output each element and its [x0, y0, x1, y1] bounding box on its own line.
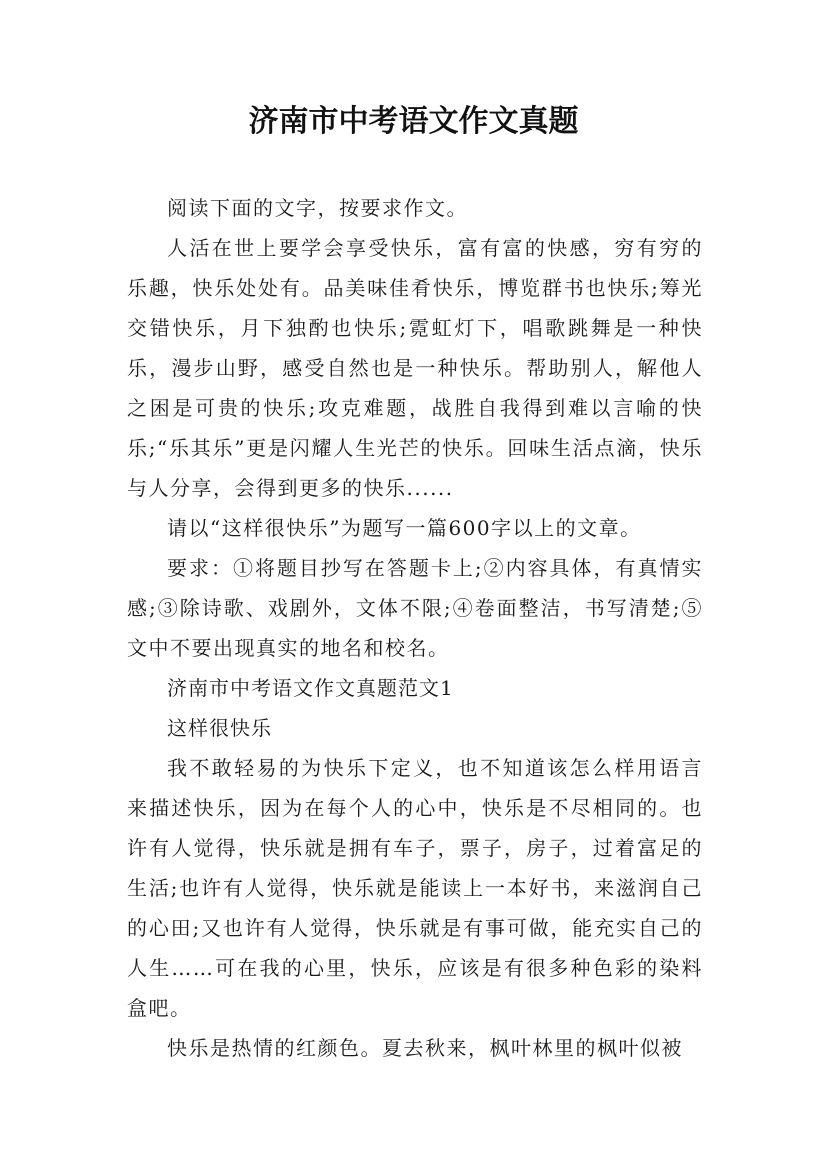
paragraph-instruction: 阅读下面的文字，按要求作文。 [167, 196, 468, 220]
paragraph-requirements: 要求：①将题目抄写在答题卡上;②内容具体，有真情实感;③除诗歌、戏剧外，文体不限;④卷面整洁，书写清楚;⑤文中不要出现真实的地名和校名。 [127, 556, 703, 660]
paragraph-material: 人活在世上要学会享受快乐，富有富的快感，穷有穷的乐趣，快乐处处有。品美味佳肴快乐，博览群书也快乐;筹光交错快乐，月下独酌也快乐;霓虹灯下，唱歌跳舞是一种快乐，漫步山野，感受自然也是一种快乐。帮助别人，解他人之困是可贵的快乐;攻克难题，战胜自我得到难以言喻的快乐;“乐其乐”更是闪耀人生光芒的快乐。回味生活点滴，快乐与人分享，会得到更多的快乐...... [127, 236, 703, 500]
sample-paragraph-2: 快乐是热情的红颜色。夏去秋来，枫叶林里的枫叶似被 [167, 1036, 683, 1060]
sample-paragraph-1: 我不敢轻易的为快乐下定义，也不知道该怎么样用语言来描述快乐，因为在每个人的心中，快乐是不尽相同的。也许有人觉得，快乐就是拥有车子，票子，房子，过着富足的生活;也许有人觉得，快乐就是能读上一本好书，来滋润自己的心田;又也许有人觉得，快乐就是有事可做，能充实自己的人生……可在我的心里，快乐，应该是有很多种色彩的染料盒吧。 [127, 756, 703, 1020]
document-body [127, 188, 703, 1068]
paragraph-prompt: 请以“这样很快乐”为题写一篇600字以上的文章。 [167, 516, 642, 540]
document-title: 济南市中考语文作文真题 [248, 104, 579, 139]
sample-title: 这样很快乐 [167, 716, 272, 740]
sample-heading: 济南市中考语文作文真题范文1 [167, 676, 454, 700]
